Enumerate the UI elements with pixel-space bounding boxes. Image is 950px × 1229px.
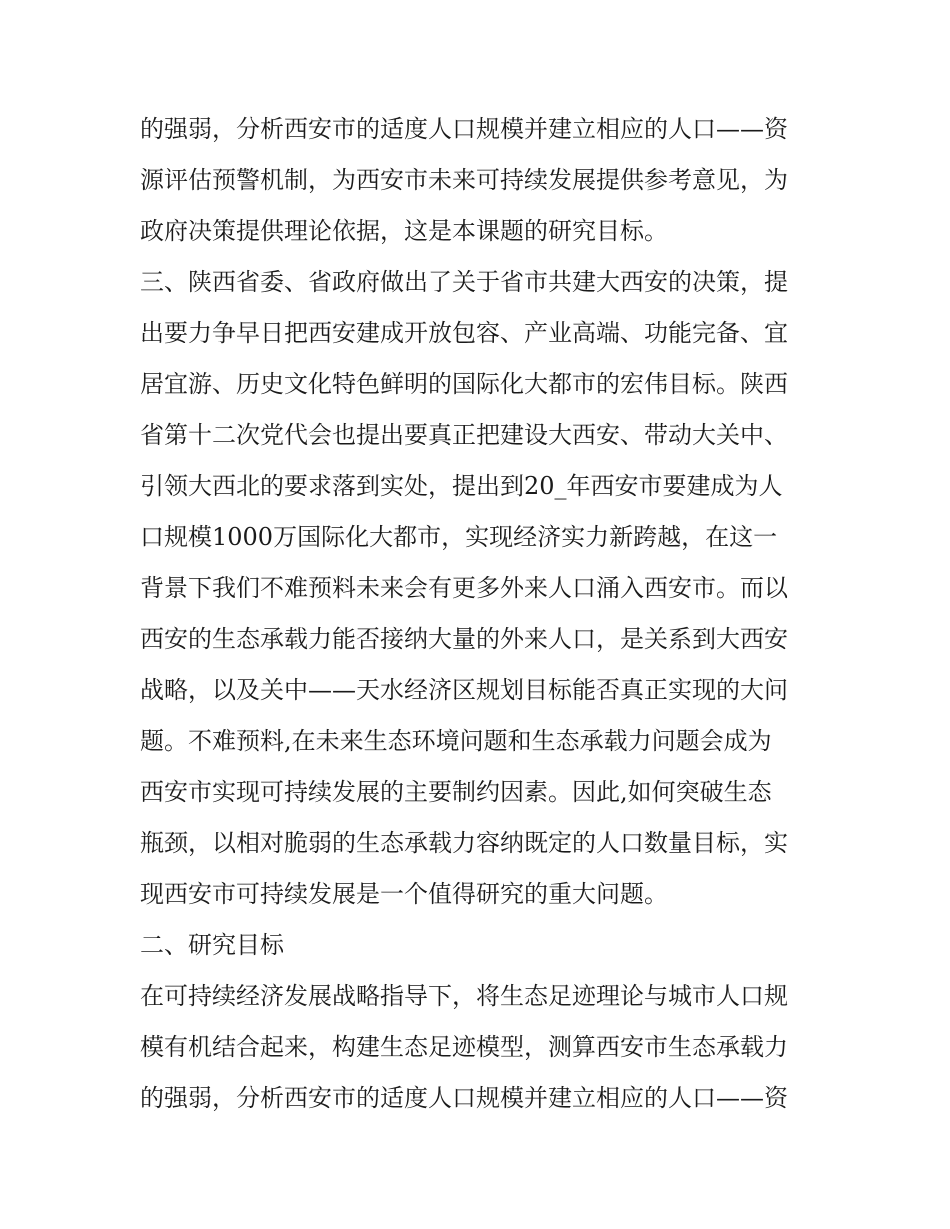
text-line: 的强弱，分析西安市的适度人口规模并建立相应的人口——资 bbox=[140, 115, 788, 143]
text-line: 瓶颈，以相对脆弱的生态承载力容纳既定的人口数量目标，实 bbox=[140, 829, 788, 857]
text-line: 在可持续经济发展战略指导下，将生态足迹理论与城市人口规 bbox=[140, 982, 788, 1010]
text-line: 背景下我们不难预料未来会有更多外来人口涌入西安市。而以 bbox=[140, 574, 788, 602]
text-line: 战略，以及关中——天水经济区规划目标能否真正实现的大问 bbox=[140, 676, 788, 704]
text-line: 政府决策提供理论依据，这是本课题的研究目标。 bbox=[140, 217, 668, 245]
section-heading: 二、研究目标 bbox=[140, 931, 284, 959]
text-line: 出要力争早日把西安建成开放包容、产业高端、功能完备、宜 bbox=[140, 319, 788, 347]
text-line: 模有机结合起来，构建生态足迹模型，测算西安市生态承载力 bbox=[140, 1033, 788, 1061]
text-line: 题。不难预料,在未来生态环境问题和生态承载力问题会成为 bbox=[140, 727, 772, 755]
text-line: 口规模1000万国际化大都市，实现经济实力新跨越，在这一 bbox=[140, 523, 778, 551]
document-body bbox=[140, 104, 820, 1124]
text-line: 的强弱，分析西安市的适度人口规模并建立相应的人口——资 bbox=[140, 1084, 788, 1112]
text-line: 引领大西北的要求落到实处，提出到20_年西安市要建成为人 bbox=[140, 472, 783, 500]
text-line: 西安市实现可持续发展的主要制约因素。因此,如何突破生态 bbox=[140, 778, 772, 806]
text-line: 居宜游、历史文化特色鲜明的国际化大都市的宏伟目标。陕西 bbox=[140, 370, 788, 398]
text-line: 西安的生态承载力能否接纳大量的外来人口，是关系到大西安 bbox=[140, 625, 788, 653]
text-line: 三、陕西省委、省政府做出了关于省市共建大西安的决策，提 bbox=[140, 268, 788, 296]
text-line: 源评估预警机制，为西安市未来可持续发展提供参考意见，为 bbox=[140, 166, 788, 194]
text-line: 省第十二次党代会也提出要真正把建设大西安、带动大关中、 bbox=[140, 421, 788, 449]
text-line: 现西安市可持续发展是一个值得研究的重大问题。 bbox=[140, 880, 668, 908]
